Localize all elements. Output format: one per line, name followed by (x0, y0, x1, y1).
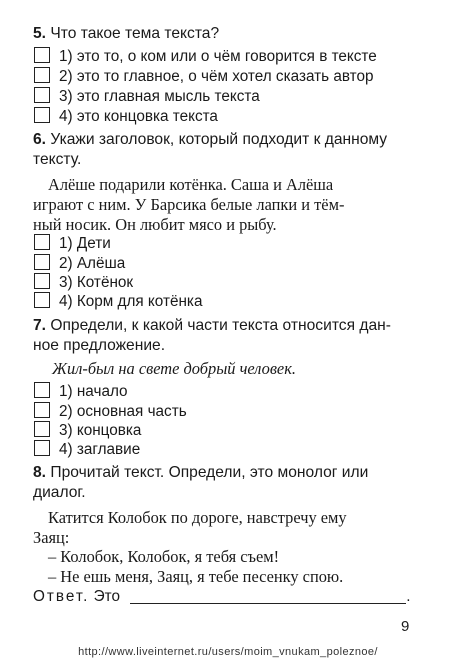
option-label: 1) Дети (59, 235, 111, 252)
option-q7-2[interactable] (34, 402, 187, 419)
checkbox[interactable] (34, 273, 50, 289)
passage-line: Катится Колобок по дороге, навстречу ему (48, 508, 347, 527)
question-8 (33, 463, 368, 482)
option-q7-4[interactable] (34, 440, 140, 457)
checkbox[interactable] (34, 67, 50, 83)
question-text: Укажи заголовок, который подходит к данному (50, 131, 388, 148)
checkbox[interactable] (34, 47, 50, 63)
checkbox[interactable] (34, 402, 50, 418)
checkbox[interactable] (34, 107, 50, 123)
checkbox[interactable] (34, 87, 50, 103)
checkbox[interactable] (34, 382, 50, 398)
checkbox[interactable] (34, 421, 50, 437)
option-label: 4) Корм для котёнка (59, 293, 203, 310)
question-text: Определи, к какой части текста относится дан- (50, 317, 391, 334)
question-6-continued (33, 150, 81, 169)
page-number: 9 (401, 618, 410, 635)
option-label: 1) начало (59, 383, 128, 400)
option-q6-4[interactable] (34, 292, 202, 309)
option-q5-1[interactable] (34, 47, 377, 64)
option-label: 3) это главная мысль текста (59, 88, 260, 105)
option-label: 3) концовка (59, 422, 142, 439)
option-label: 2) Алёша (59, 255, 126, 272)
question-text: Прочитай текст. Определи, это монолог или (50, 464, 369, 481)
checkbox[interactable] (34, 234, 50, 250)
question-text: ное предложение. (33, 337, 166, 354)
option-q6-3[interactable] (34, 273, 133, 290)
dialogue-line: – Не ешь меня, Заяц, я тебе песенку спою. (48, 567, 344, 586)
option-q7-1[interactable] (34, 382, 128, 399)
question-5 (33, 24, 219, 43)
option-label: 2) это то главное, о чём хотел сказать автор (59, 68, 374, 85)
option-q5-3[interactable] (34, 87, 260, 104)
option-label: 3) Котёнок (59, 274, 134, 291)
question-7-continued (33, 336, 165, 355)
answer-label: Ответ. (33, 588, 90, 605)
question-number: 6. (33, 131, 47, 148)
dialogue-line: – Колобок, Колобок, я тебя съем! (48, 547, 280, 566)
answer-input-line[interactable] (130, 589, 406, 604)
passage-line: Заяц: (33, 528, 70, 547)
question-text: Что такое тема текста? (50, 25, 220, 42)
question-number: 8. (33, 464, 47, 481)
option-q7-3[interactable] (34, 421, 141, 438)
question-8-continued (33, 483, 86, 502)
question-6 (33, 130, 387, 149)
option-q5-4[interactable] (34, 107, 218, 124)
question-number: 7. (33, 317, 47, 334)
checkbox[interactable] (34, 440, 50, 456)
option-label: 4) это концовка текста (59, 108, 218, 125)
question-7 (33, 316, 391, 335)
answer-end: . (406, 588, 411, 605)
answer-prefix: Это (93, 588, 121, 605)
checkbox[interactable] (34, 254, 50, 270)
option-q6-1[interactable] (34, 234, 111, 251)
option-q6-2[interactable] (34, 254, 125, 271)
question-text: диалог. (33, 484, 86, 501)
option-label: 4) заглавие (59, 441, 141, 458)
passage-line: играют с ним. У Барсика белые лапки и тём- (33, 195, 345, 214)
passage-line: Алёше подарили котёнка. Саша и Алёша (48, 175, 334, 194)
option-label: 1) это то, о ком или о чём говорится в тексте (59, 48, 377, 65)
watermark-url: http://www.liveinternet.ru/users/moim_vnukam_poleznoe/ (78, 646, 378, 658)
question-text: тексту. (33, 151, 82, 168)
option-label: 2) основная часть (59, 403, 187, 420)
passage-line: ный носик. Он любит мясо и рыбу. (33, 215, 277, 234)
checkbox[interactable] (34, 292, 50, 308)
example-sentence: Жил-был на свете добрый человек. (52, 359, 296, 378)
option-q5-2[interactable] (34, 67, 374, 84)
question-number: 5. (33, 25, 47, 42)
answer-row (33, 588, 413, 606)
